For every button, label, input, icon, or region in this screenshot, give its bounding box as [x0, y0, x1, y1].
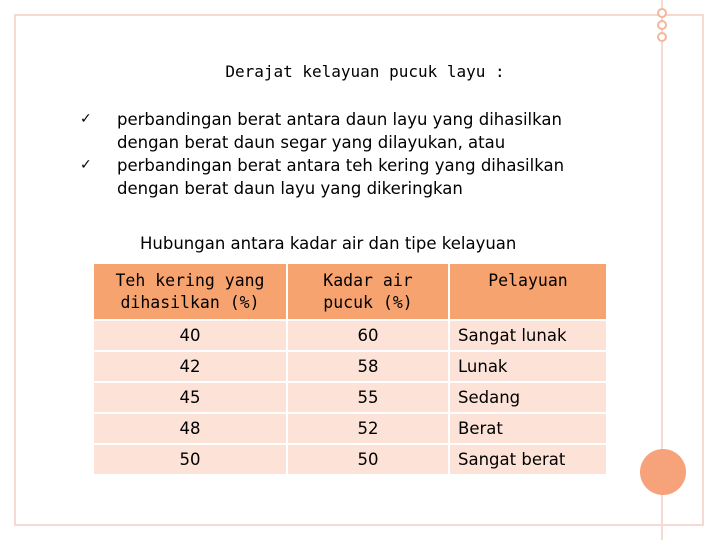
table-cell: 55 — [287, 382, 449, 413]
column-header-dry-tea: Teh kering yang dihasilkan (%) — [94, 264, 287, 320]
table-header-row — [94, 264, 607, 320]
table-cell: 42 — [94, 351, 287, 382]
table-cell: Berat — [449, 413, 607, 444]
table-cell: 50 — [287, 444, 449, 475]
table-row — [94, 351, 607, 382]
table-row — [94, 444, 607, 475]
table-row — [94, 413, 607, 444]
column-header-withering: Pelayuan — [449, 264, 607, 320]
bullet-item — [80, 108, 564, 154]
table-cell: Sangat lunak — [449, 320, 607, 351]
bullet-line: perbandingan berat antara teh kering yang dihasilkan — [117, 156, 565, 175]
table-cell: 58 — [287, 351, 449, 382]
orange-circle-ornament — [640, 449, 686, 495]
table-cell: 40 — [94, 320, 287, 351]
table-cell: Sedang — [449, 382, 607, 413]
table-cell: 50 — [94, 444, 287, 475]
column-header-moisture: Kadar air pucuk (%) — [287, 264, 449, 320]
table-cell: Sangat berat — [449, 444, 607, 475]
checkmark-icon: ✓ — [80, 157, 92, 173]
bullet-line: dengan berat daun layu yang dikeringkan — [117, 179, 463, 198]
table-cell: 48 — [94, 413, 287, 444]
ring-ornament — [657, 20, 667, 30]
bullet-item — [80, 154, 564, 200]
bullet-line: dengan berat daun segar yang dilayukan, atau — [117, 133, 506, 152]
checkmark-icon: ✓ — [80, 111, 92, 127]
ring-ornament — [657, 8, 667, 18]
table-cell: 45 — [94, 382, 287, 413]
slide-heading: Derajat kelayuan pucuk layu : — [225, 62, 505, 81]
table-cell: 60 — [287, 320, 449, 351]
table-row — [94, 382, 607, 413]
table-cell: 52 — [287, 413, 449, 444]
ring-ornament — [657, 32, 667, 42]
table-cell: Lunak — [449, 351, 607, 382]
table-row — [94, 320, 607, 351]
withering-table — [94, 264, 608, 476]
bullet-line: perbandingan berat antara daun layu yang dihasilkan — [117, 110, 562, 129]
bullet-list — [80, 108, 564, 200]
table-caption: Hubungan antara kadar air dan tipe kelayuan — [140, 234, 517, 253]
